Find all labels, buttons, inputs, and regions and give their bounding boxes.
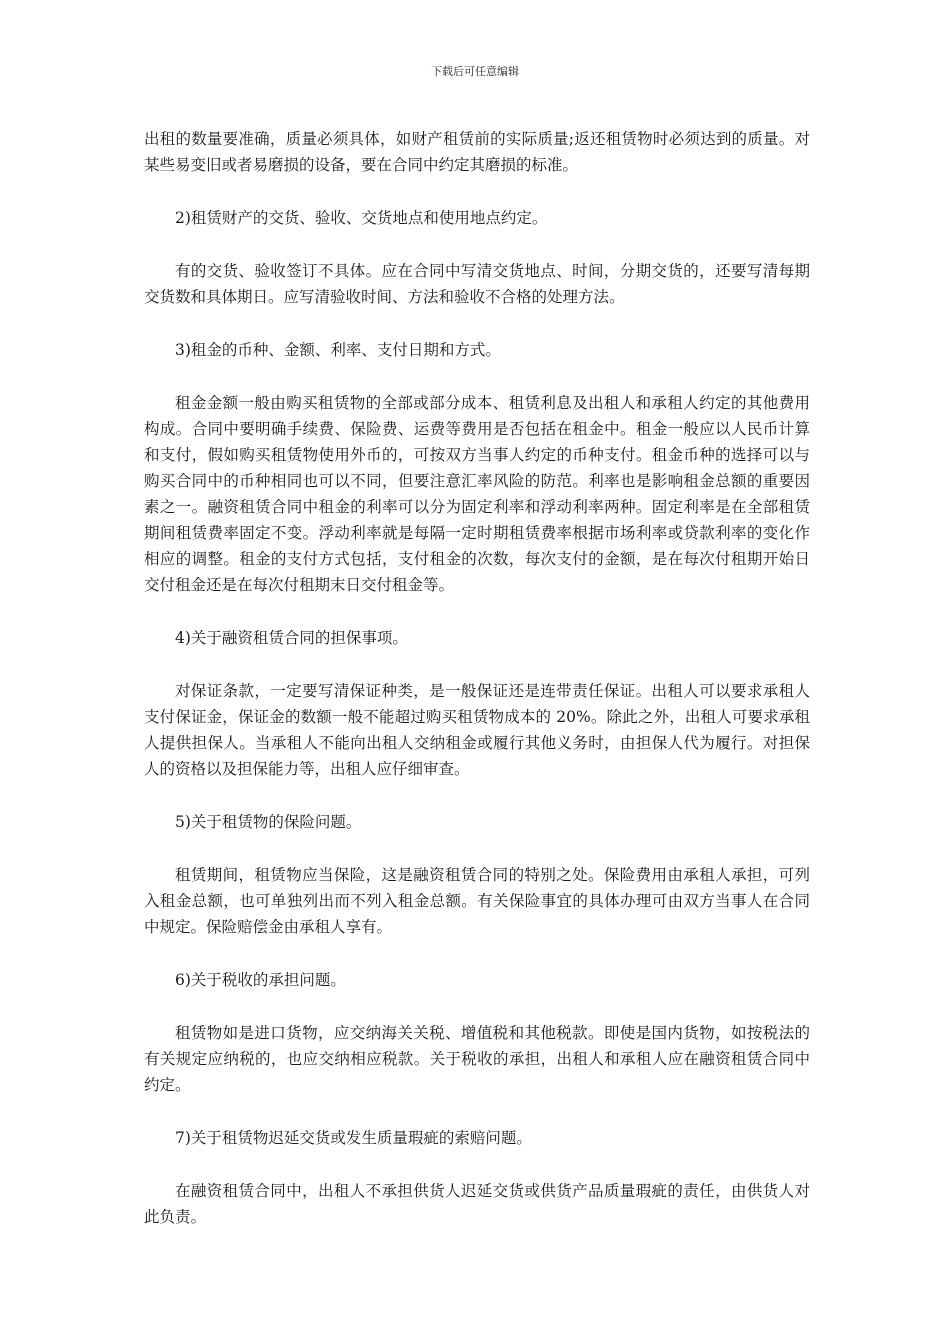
section-heading-2: 2)租赁财产的交货、验收、交货地点和使用地点约定。 <box>175 209 548 227</box>
paragraph-tax: 租赁物如是进口货物，应交纳海关关税、增值税和其他税款。即使是国内货物，如按税法的有关规定应纳税的，也应交纳相应税款。关于税收的承担，出租人和承租人应在融资租赁合同中约定。 <box>144 1024 810 1094</box>
document-body <box>144 126 810 1230</box>
section-heading-5: 5)关于租赁物的保险问题。 <box>175 813 362 831</box>
section-heading-6: 6)关于税收的承担问题。 <box>175 971 346 989</box>
section-heading-4: 4)关于融资租赁合同的担保事项。 <box>175 629 408 647</box>
page-header: 下载后可任意编辑 <box>431 65 519 78</box>
paragraph-claims: 在融资租赁合同中，出租人不承担供货人迟延交货或供货产品质量瑕疵的责任，由供货人对此负责。 <box>144 1182 810 1226</box>
paragraph-rent: 租金金额一般由购买租赁物的全部或部分成本、租赁利息及出租人和承租人约定的其他费用构成。合同中要明确手续费、保险费、运费等费用是否包括在租金中。租金一般应以人民币计算和支付，假如购买租赁物使用外币的，可按双方当事人约定的币种支付。租金币种的选择可以与购买合同中的币种相同也可以不同，但要注意汇率风险的防范。利率也是影响租金总额的重要因素之一。融资租赁合同中租金的利率可以分为固定利率和浮动利率两种。固定利率是在全部租赁期间租赁费率固定不变。浮动利率就是每隔一定时期租赁费率根据市场利率或贷款利率的变化作相应的调整。租金的支付方式包括，支付租金的次数，每次支付的金额，是在每次付租期开始日交付租金还是在每次付租期末日交付租金等。 <box>144 394 810 594</box>
paragraph-guarantee: 对保证条款，一定要写清保证种类，是一般保证还是连带责任保证。出租人可以要求承租人支付保证金，保证金的数额一般不能超过购买租赁物成本的 20%。除此之外，出租人可要求承租人提供担保人。当承租人不能向出租人交纳租金或履行其他义务时，由担保人代为履行。对担保人的资格以及担保能力等，出租人应仔细审查。 <box>144 682 810 778</box>
paragraph-delivery: 有的交货、验收签订不具体。应在合同中写清交货地点、时间，分期交货的，还要写清每期交货数和具体期日。应写清验收时间、方法和验收不合格的处理方法。 <box>144 262 810 306</box>
section-heading-3: 3)租金的币种、金额、利率、支付日期和方式。 <box>175 341 501 359</box>
section-heading-7: 7)关于租赁物迟延交货或发生质量瑕疵的索赔问题。 <box>175 1129 532 1147</box>
paragraph-insurance: 租赁期间，租赁物应当保险，这是融资租赁合同的特别之处。保险费用由承租人承担，可列入租金总额，也可单独列出而不列入租金总额。有关保险事宜的具体办理可由双方当事人在合同中规定。保险赔偿金由承租人享有。 <box>144 866 810 936</box>
paragraph-quantity-quality: 出租的数量要准确，质量必须具体，如财产租赁前的实际质量;返还租赁物时必须达到的质量。对某些易变旧或者易磨损的设备，要在合同中约定其磨损的标准。 <box>144 130 810 174</box>
